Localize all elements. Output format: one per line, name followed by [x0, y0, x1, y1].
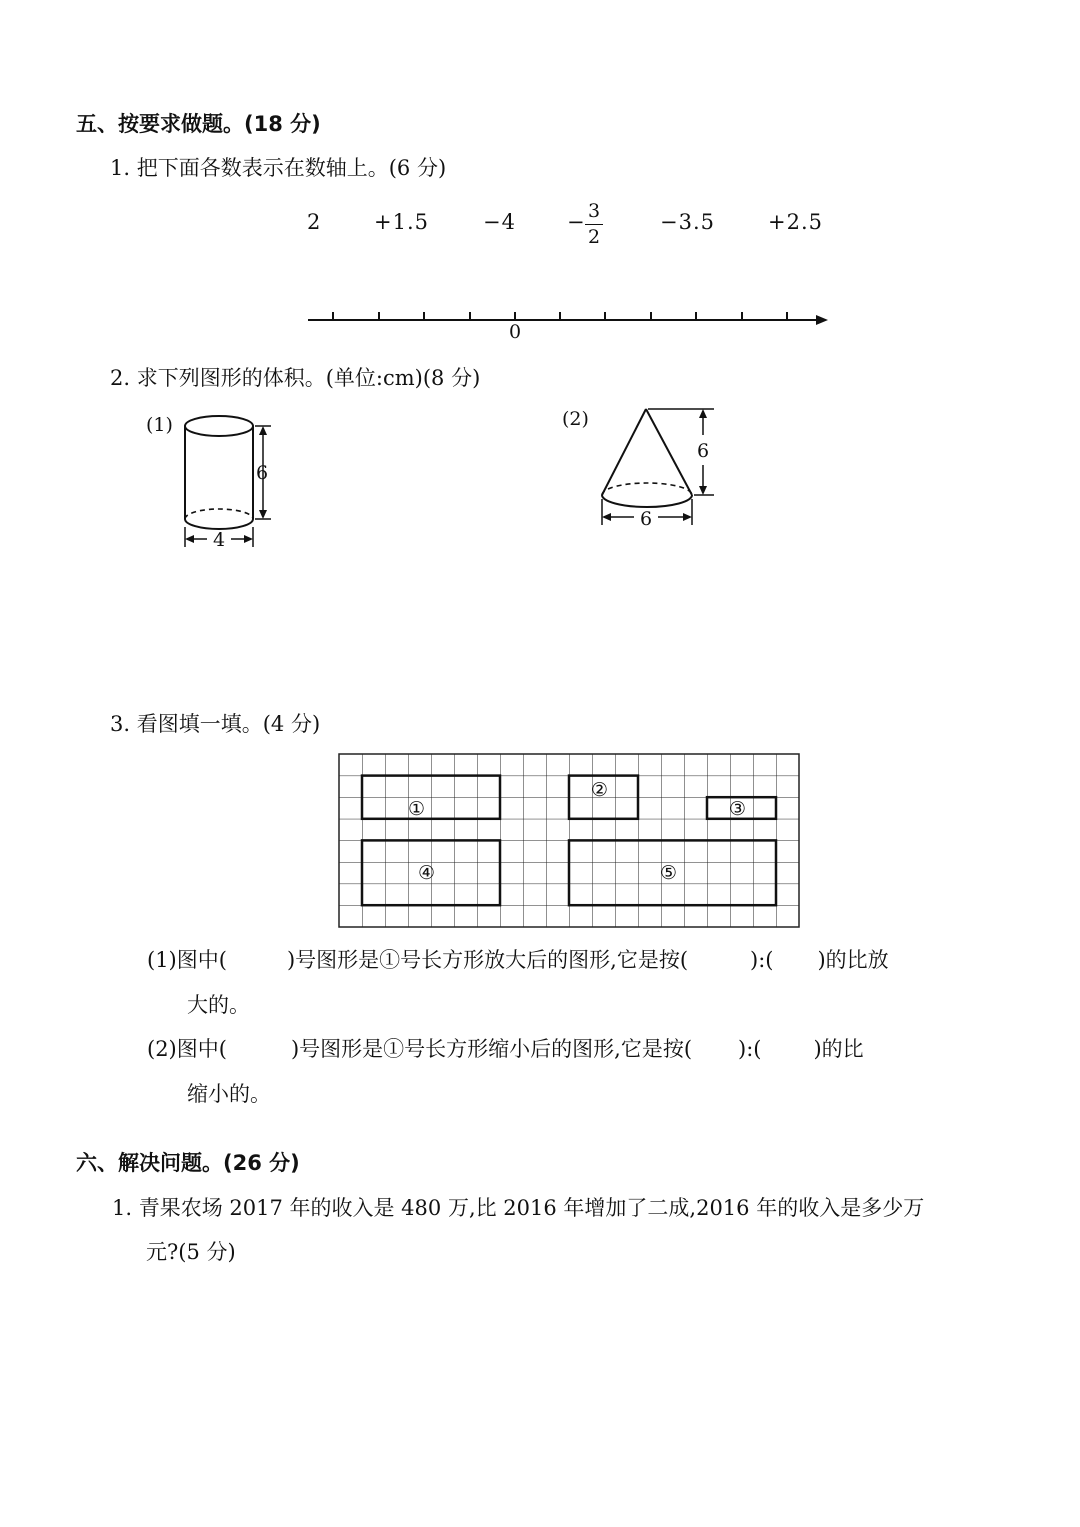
fraction-bar [585, 224, 603, 225]
q1-text: 1. 把下面各数表示在数轴上。(6 分) [110, 156, 447, 180]
sub1-part-b: )号图形是①号长方形放大后的图形,它是按( [286, 948, 689, 972]
q3-sub1-line1 [147, 938, 889, 982]
number-item: +2.5 [768, 210, 823, 234]
shape-label-5: ⑤ [660, 862, 678, 884]
cylinder-figure [175, 405, 295, 555]
sub2-part-e: 缩小的。 [187, 1082, 271, 1106]
fraction-three-halves [585, 202, 603, 247]
sub2-part-c: ):( [738, 1037, 762, 1061]
number-item: 2 [307, 210, 322, 234]
s6-q1-line2: 元?(5 分) [146, 1240, 236, 1264]
cone-diameter-label: 6 [640, 508, 653, 530]
number-item: +1.5 [374, 210, 429, 234]
q3-text: 3. 看图填一填。(4 分) [110, 712, 321, 736]
shape-label-3: ③ [729, 798, 747, 820]
axis-zero-label: 0 [509, 321, 522, 343]
sub2-part-a: (2)图中( [147, 1037, 227, 1061]
shape-label-1: ① [408, 798, 426, 820]
cylinder-height-label: 6 [256, 462, 269, 484]
fig2-label: (2) [562, 408, 589, 430]
sub1-part-a: (1)图中( [147, 948, 227, 972]
sub2-part-d: )的比 [813, 1037, 864, 1061]
shape-label-2: ② [591, 779, 609, 801]
cone-height-label: 6 [697, 440, 710, 462]
fraction-numerator: 3 [587, 200, 601, 222]
section5-title: 五、按要求做题。(18 分) [76, 112, 321, 136]
sub1-part-c: ):( [750, 948, 774, 972]
shape-label-4: ④ [418, 862, 436, 884]
q3-sub2-line1 [147, 1027, 864, 1071]
sub2-part-b: )号图形是①号长方形缩小后的图形,它是按( [290, 1037, 693, 1061]
sub1-part-e: 大的。 [187, 993, 250, 1017]
s6-q1-line1: 1. 青果农场 2017 年的收入是 480 万,比 2016 年增加了二成,2016 年的收入是多少万 [112, 1196, 925, 1220]
grid-figure [339, 754, 799, 930]
cylinder-diameter-label: 4 [213, 529, 226, 551]
section6-title: 六、解决问题。(26 分) [76, 1151, 300, 1175]
number-line [0, 305, 1080, 345]
number-item: −3.5 [660, 210, 715, 234]
q2-text: 2. 求下列图形的体积。(单位:cm)(8 分) [110, 366, 481, 390]
number-item: −4 [483, 210, 516, 234]
sub1-part-d: )的比放 [817, 948, 889, 972]
fraction-sign: − [567, 210, 586, 234]
fraction-denominator: 2 [587, 226, 601, 248]
fig1-label: (1) [146, 414, 173, 436]
cone-figure [590, 395, 730, 535]
